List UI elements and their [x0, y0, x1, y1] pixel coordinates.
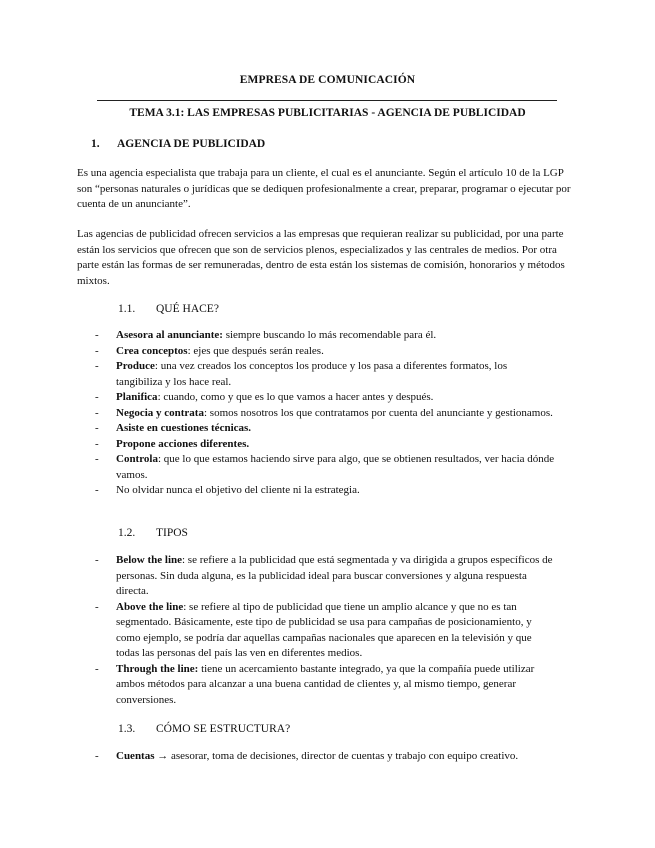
item-description: tiene un acercamiento bastante integrado, ya que la compañía puede utilizar ambos métodos para alcanzar a una buena cantidad de clientes y, al mismo tiempo, generar conversiones.: [116, 662, 535, 706]
header-divider: [97, 100, 557, 101]
list-tipos: [0, 553, 655, 708]
item-term: Asiste en cuestiones técnicas.: [116, 422, 252, 434]
subsection-number: 1.3.: [118, 723, 136, 735]
list-item: [0, 344, 556, 360]
item-description: : somos nosotros los que contratamos por cuenta del anunciante y gestionamos.: [203, 406, 553, 419]
list-item: [0, 662, 556, 709]
subsection-title: QUÉ HACE?: [156, 303, 219, 315]
item-term: Through the line:: [116, 662, 199, 675]
item-description: : ejes que después serán reales.: [187, 344, 324, 357]
list-item: [0, 553, 556, 600]
list-item: [0, 452, 556, 483]
bullet-dash: -: [95, 422, 99, 434]
item-description: : cuando, como y que es lo que vamos a hacer antes y después.: [157, 391, 434, 403]
item-term: Crea conceptos: [116, 344, 188, 357]
subsection-title: CÓMO SE ESTRUCTURA?: [156, 723, 291, 735]
document-company-heading: EMPRESA DE COMUNICACIÓN: [239, 74, 416, 86]
list-item: [0, 600, 556, 662]
paragraph-services: Las agencias de publicidad ofrecen servicios a las empresas que requieran realizar su publicidad, por una parte están los servicios que ofrecen que son de servicios plenos, especializados y las centrales de medios. Por otra parte están las formas de ser remuneradas, dentro de esta están los sistemas de comisión, honorarios y métodos mixtos.: [77, 228, 565, 287]
subsection-heading-que-hace: [118, 303, 219, 315]
item-description: → asesorar, toma de decisiones, director de cuentas y trabajo con equipo creativo.: [154, 750, 519, 762]
list-item: [0, 328, 556, 344]
bullet-dash: -: [95, 453, 99, 465]
item-term: Above the line: [116, 600, 184, 613]
bullet-dash: -: [95, 484, 99, 496]
bullet-dash: -: [95, 554, 99, 566]
list-estructura: [0, 749, 655, 765]
bullet-dash: -: [95, 750, 99, 762]
list-que-hace: [0, 328, 655, 499]
section-heading-1: [91, 138, 265, 150]
item-description: : se refiere al tipo de publicidad que tiene un amplio alcance y que no es tan segmentado. Básicamente, este tipo de publicidad se usa para campañas de posicionamiento, y como ejemplo, se podría dar aquellas campañas nacionales que aparecen en la televisión y que todas las personas del país las ven en diferentes medios.: [116, 600, 532, 659]
list-item: [0, 437, 556, 453]
item-description: : una vez creados los conceptos los produce y los pasa a diferentes formatos, los tangibiliza y los hace real.: [116, 360, 508, 388]
section-title: AGENCIA DE PUBLICIDAD: [117, 138, 266, 150]
item-term: Propone acciones diferentes.: [116, 437, 250, 450]
bullet-dash: -: [95, 406, 99, 419]
list-item: [0, 421, 556, 437]
subsection-heading-estructura: [118, 723, 290, 735]
bullet-dash: -: [95, 360, 99, 372]
item-term: Produce: [116, 360, 155, 372]
subsection-heading-tipos: [118, 527, 188, 539]
list-item: [0, 390, 556, 406]
subsection-number: 1.2.: [118, 527, 136, 539]
bullet-dash: -: [95, 437, 99, 450]
subsection-title: TIPOS: [156, 527, 188, 539]
list-item: [0, 406, 556, 422]
item-term: Below the line: [116, 554, 182, 566]
section-number: 1.: [91, 138, 100, 150]
list-item: [0, 749, 556, 765]
list-item: [0, 359, 556, 390]
bullet-dash: -: [95, 391, 99, 403]
bullet-dash: -: [95, 344, 99, 357]
item-description: : se refiere a la publicidad que está segmentada y va dirigida a grupos específicos de personas. Sin duda alguna, es la publicidad ideal para buscar conversiones y alguna respuesta directa.: [116, 554, 553, 597]
subsection-number: 1.1.: [118, 303, 136, 315]
item-term: Negocia y contrata: [116, 406, 204, 419]
paragraph-definition: Es una agencia especialista que trabaja para un cliente, el cual es el anunciante. Según el artículo 10 de la LGP son “personas naturales o jurídicas que se dediquen profesionalmente a crear, preparar, programar o ejecutar por cuenta de un anunciante”.: [77, 167, 571, 210]
item-term: Planifica: [116, 391, 158, 403]
item-term: Controla: [116, 453, 158, 465]
item-description: No olvidar nunca el objetivo del cliente ni la estrategia.: [116, 484, 360, 496]
item-description: siempre buscando lo más recomendable para él.: [222, 329, 437, 341]
document-topic-title: TEMA 3.1: LAS EMPRESAS PUBLICITARIAS - AGENCIA DE PUBLICIDAD: [129, 107, 526, 119]
bullet-dash: -: [95, 662, 99, 675]
item-term: Cuentas: [116, 750, 155, 762]
item-description: : que lo que estamos haciendo sirve para algo, que se obtienen resultados, ver hacia dónde vamos.: [116, 453, 555, 481]
bullet-dash: -: [95, 329, 99, 341]
bullet-dash: -: [95, 600, 99, 613]
item-term: Asesora al anunciante:: [116, 329, 223, 341]
list-item: [0, 483, 556, 499]
